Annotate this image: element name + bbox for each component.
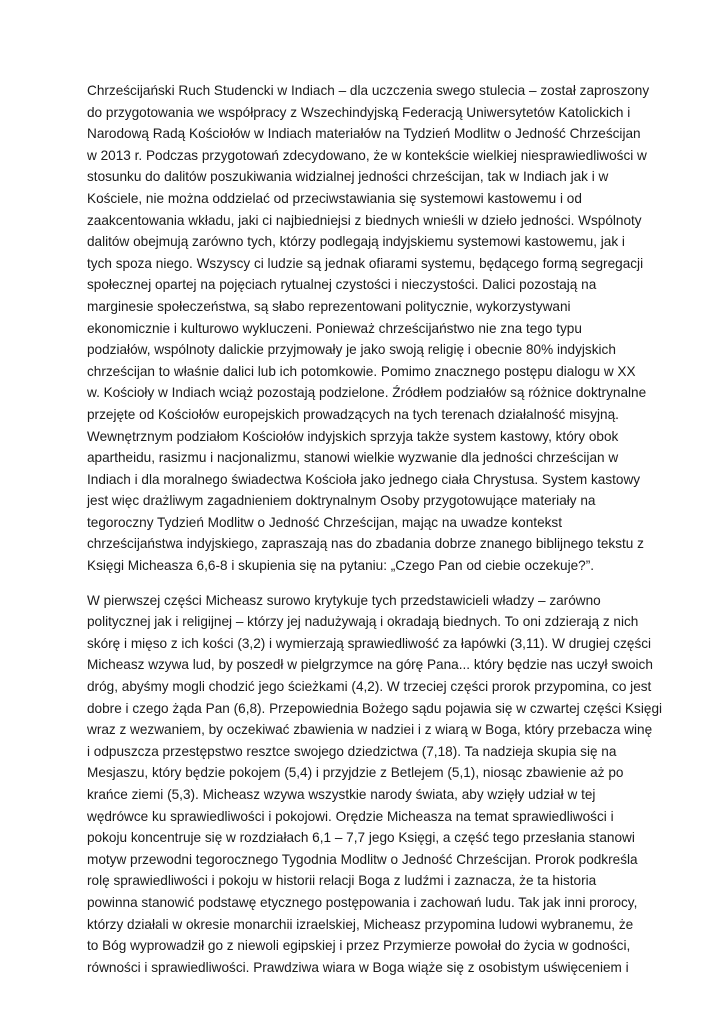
text-line: wraz z wezwaniem, by oczekiwać zbawienia w nadziei i z wiarą w Boga, który przebacza winę bbox=[87, 722, 653, 738]
text-line: Kościele, nie można oddzielać od przeciwstawiania się systemowi kastowemu i od bbox=[87, 190, 582, 206]
text-line: ekonomicznie i kulturowo wykluczeni. Ponieważ chrześcijaństwo nie zna tego typu bbox=[87, 320, 582, 336]
text-line: zaakcentowania wkładu, jaki ci najbiedniejsi z biednych wnieśli w dzieło jedności. Wspólnoty bbox=[87, 212, 642, 228]
text-line: to Bóg wyprowadził go z niewoli egipskiej i przez Przymierze powołał do życia w godności, bbox=[87, 938, 631, 954]
text-line: i odpuszcza przestępstwo resztce swojego dziedzictwa (7,18). Ta nadzieja skupia się na bbox=[87, 743, 617, 759]
text-line: dalitów obejmują zarówno tych, którzy podlegają indyjskiemu systemowi kastowemu, jak i bbox=[87, 234, 625, 250]
text-line: apartheidu, rasizmu i nacjonalizmu, stanowi wielkie wyzwanie dla jedności chrześcijan w bbox=[87, 450, 619, 466]
text-line: Wewnętrznym podziałom Kościołów indyjskich sprzyja także system kastowy, który obok bbox=[87, 428, 619, 444]
document-page bbox=[87, 80, 663, 978]
paragraph-1 bbox=[87, 80, 650, 577]
text-line: chrześcijaństwa indyjskiego, zapraszają nas do zbadania dobrze znanego biblijnego tekstu z bbox=[87, 536, 644, 552]
text-line: w 2013 r. Podczas przygotowań zdecydowano, że w kontekście wielkiej niesprawiedliwości w bbox=[87, 147, 647, 163]
text-line: Narodową Radą Kościołów w Indiach materiałów na Tydzień Modlitw o Jedność Chrześcijan bbox=[87, 126, 641, 142]
paragraph-spacer bbox=[87, 577, 647, 590]
text-line: Micheasz wzywa lud, by poszedł w pielgrzymce na górę Pana... który będzie nas uczył swoich bbox=[87, 657, 653, 673]
text-line: pokoju koncentruje się w rozdziałach 6,1 – 7,7 jego Księgi, a część tego przesłania stanowi bbox=[87, 830, 635, 846]
text-line: przejęte od Kościołów europejskich prowadzących na tych terenach działalność misyjną. bbox=[87, 406, 619, 422]
text-line: równości i sprawiedliwości. Prawdziwa wiara w Boga wiąże się z osobistym uświęceniem i bbox=[87, 959, 629, 975]
text-line: rolę sprawiedliwości i pokoju w historii relacji Boga z ludźmi i zaznacza, że ta historia bbox=[87, 873, 597, 889]
text-line: Księgi Micheasza 6,6-8 i skupienia się na pytaniu: „Czego Pan od ciebie oczekuje?”. bbox=[87, 558, 595, 574]
text-line: jest więc drażliwym zagadnieniem doktrynalnym Osoby przygotowujące materiały na bbox=[87, 493, 596, 509]
text-line: powinna stanowić podstawę etycznego postępowania i zachowań ludu. Tak jak inni prorocy, bbox=[87, 894, 638, 910]
text-line: Mesjaszu, który będzie pokojem (5,4) i przyjdzie z Betlejem (5,1), niosąc zbawienie aż po bbox=[87, 765, 624, 781]
text-line: dróg, abyśmy mogli chodzić jego ścieżkami (4,2). W trzeciej części prorok przypomina, co jest bbox=[87, 679, 652, 695]
text-line: W pierwszej części Micheasz surowo krytykuje tych przedstawicieli władzy – zarówno bbox=[87, 592, 601, 608]
text-line: stosunku do dalitów poszukiwania widzialnej jedności chrześcijan, tak w Indiach jak i w bbox=[87, 169, 609, 185]
text-line: tegoroczny Tydzień Modlitw o Jedność Chrześcijan, mając na uwadze kontekst bbox=[87, 514, 563, 530]
text-line: motyw przewodni tegorocznego Tygodnia Modlitw o Jedność Chrześcijan. Prorok podkreśla bbox=[87, 851, 638, 867]
text-line: marginesie społeczeństwa, są słabo reprezentowani politycznie, wykorzystywani bbox=[87, 298, 571, 314]
text-line: Indiach i dla moralnego świadectwa Kościoła jako jednego ciała Chrystusa. System kastowy bbox=[87, 471, 641, 487]
text-line: skórę i mięso z ich kości (3,2) i wymierzają sprawiedliwość za łapówki (3,11). W drugiej części bbox=[87, 635, 652, 651]
text-line: którzy działali w okresie monarchii izraelskiej, Micheasz przypomina ludowi wybranemu, że bbox=[87, 916, 634, 932]
text-line: politycznej jak i religijnej – którzy jej nadużywają i okradają biednych. To oni zdzierają z nich bbox=[87, 614, 639, 630]
text-line: Chrześcijański Ruch Studencki w Indiach – dla uczczenia swego stulecia – został zaproszony bbox=[87, 83, 650, 98]
text-line: wędrówce ku sprawiedliwości i pokojowi. Orędzie Micheasza na temat sprawiedliwości i bbox=[87, 808, 614, 824]
text-line: do przygotowania we współpracy z Wszechindyjską Federacją Uniwersytetów Katolickich i bbox=[87, 104, 631, 120]
text-line: krańce ziemi (5,3). Micheasz wzywa wszystkie narody świata, aby wzięły udział w tej bbox=[87, 787, 596, 802]
text-line: chrześcijan to właśnie dalici lub ich potomkowie. Pomimo znacznego postępu dialogu w XX bbox=[87, 363, 636, 379]
text-line: dobre i czego żąda Pan (6,8). Przepowiednia Bożego sądu pojawia się w czwartej części Księgi bbox=[87, 700, 663, 716]
text-line: podziałów, wspólnoty dalickie przyjmowały je jako swoją religię i obecnie 80% indyjskich bbox=[87, 342, 616, 358]
text-line: w. Kościoły w Indiach wciąż pozostają podzielone. Źródłem podziałów są różnice doktrynalne bbox=[87, 385, 647, 401]
paragraph-2 bbox=[87, 590, 663, 979]
text-line: tych spoza niego. Wszyscy ci ludzie są jednak ofiarami systemu, będącego formą segregacji bbox=[87, 255, 644, 271]
text-line: społecznej opartej na pojęciach rytualnej czystości i nieczystości. Dalici pozostają na bbox=[87, 277, 597, 293]
